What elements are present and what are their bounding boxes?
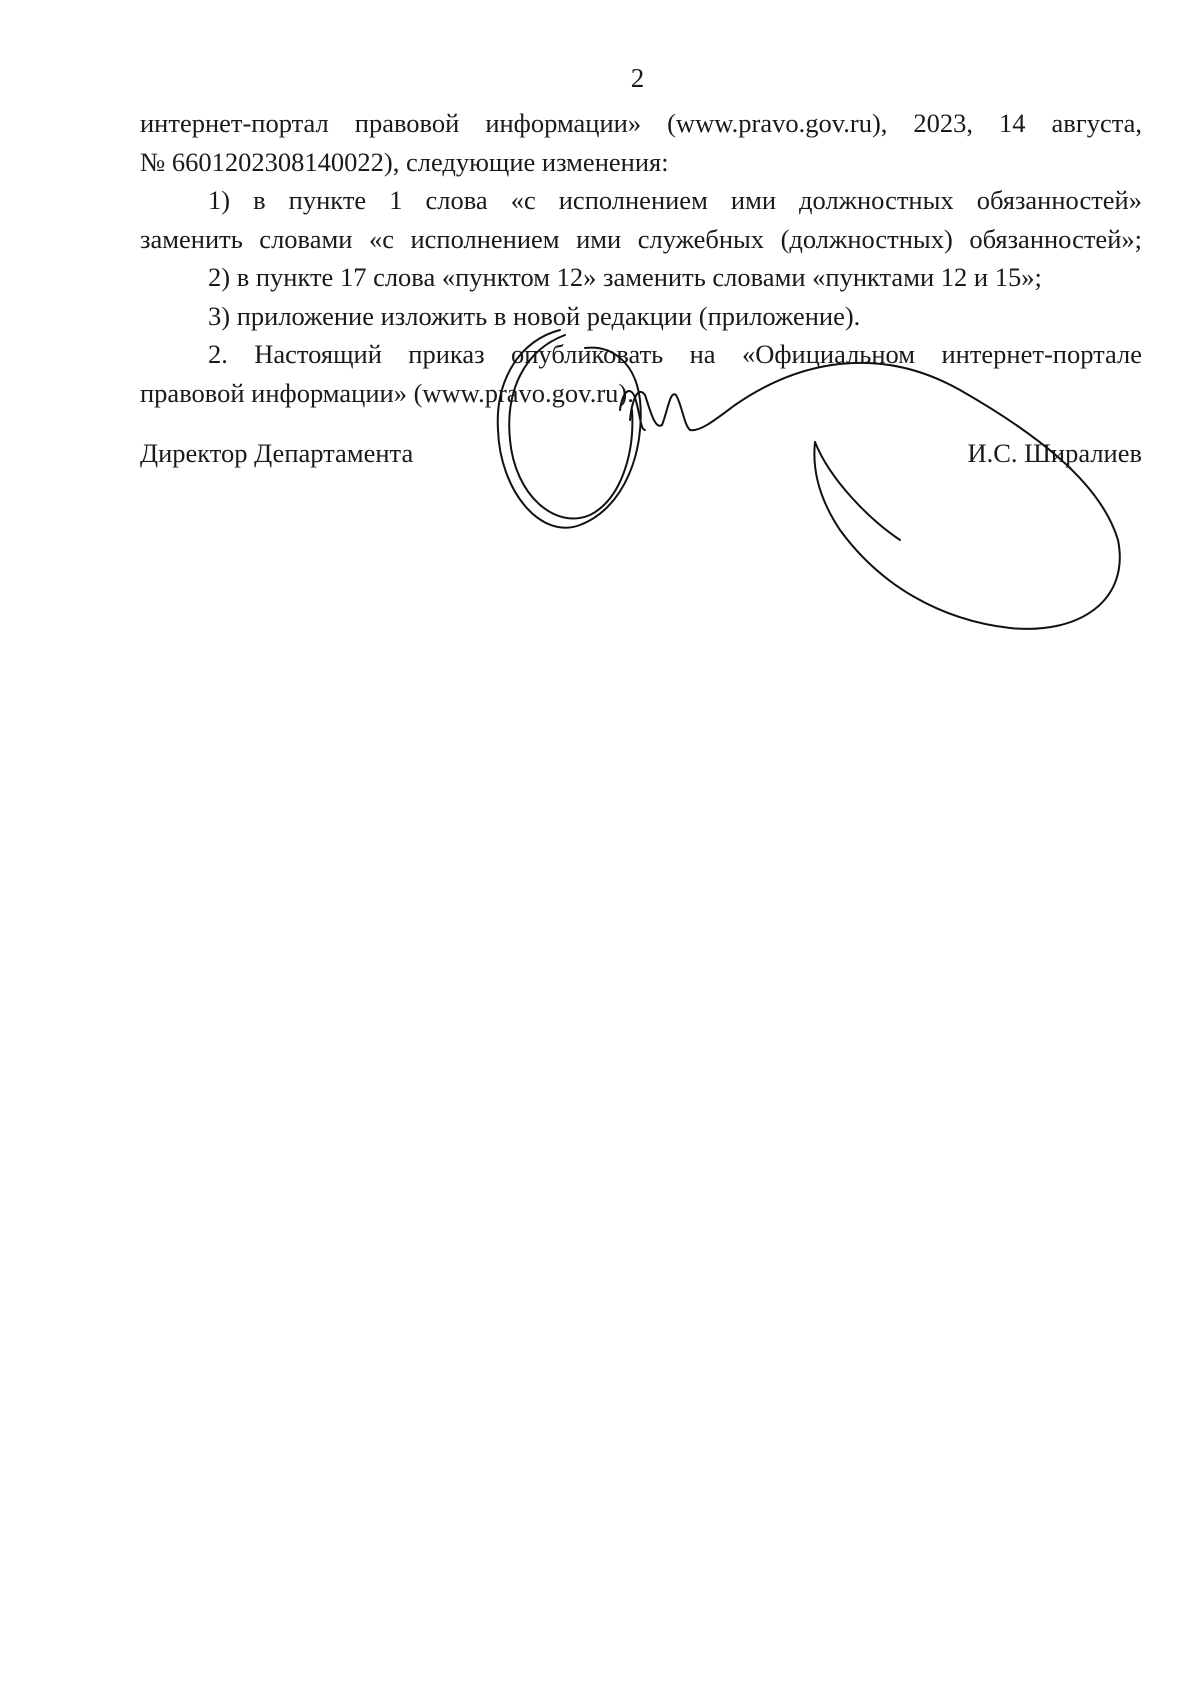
paragraph-2-line-1: 2. Настоящий приказ опубликовать на «Официальном интернет-портале: [208, 339, 1142, 369]
item-1-line-1: 1) в пункте 1 слова «с исполнением ими должностных обязанностей»: [208, 185, 1142, 215]
item-1-line-2: заменить словами «с исполнением ими служебных (должностных) обязанностей»;: [140, 223, 1142, 254]
item-2: 2) в пункте 17 слова «пунктом 12» заменить словами «пунктами 12 и 15»;: [208, 262, 1042, 292]
signer-name: И.С. Ширалиев: [967, 438, 1142, 468]
paragraph-1-line-1: интернет-портал правовой информации» (www.pravo.gov.ru), 2023, 14 августа,: [140, 108, 1142, 138]
paragraph-1-line-2: № 6601202308140022), следующие изменения:: [140, 146, 669, 177]
position-title: Директор Департамента: [140, 438, 414, 468]
signature-stroke-tail: [815, 442, 900, 540]
page-number: 2: [630, 63, 645, 93]
document-body: [140, 104, 1142, 412]
item-3: 3) приложение изложить в новой редакции (приложение).: [208, 300, 861, 331]
paragraph-2-line-2: правовой информации» (www.pravo.gov.ru).: [140, 377, 634, 408]
